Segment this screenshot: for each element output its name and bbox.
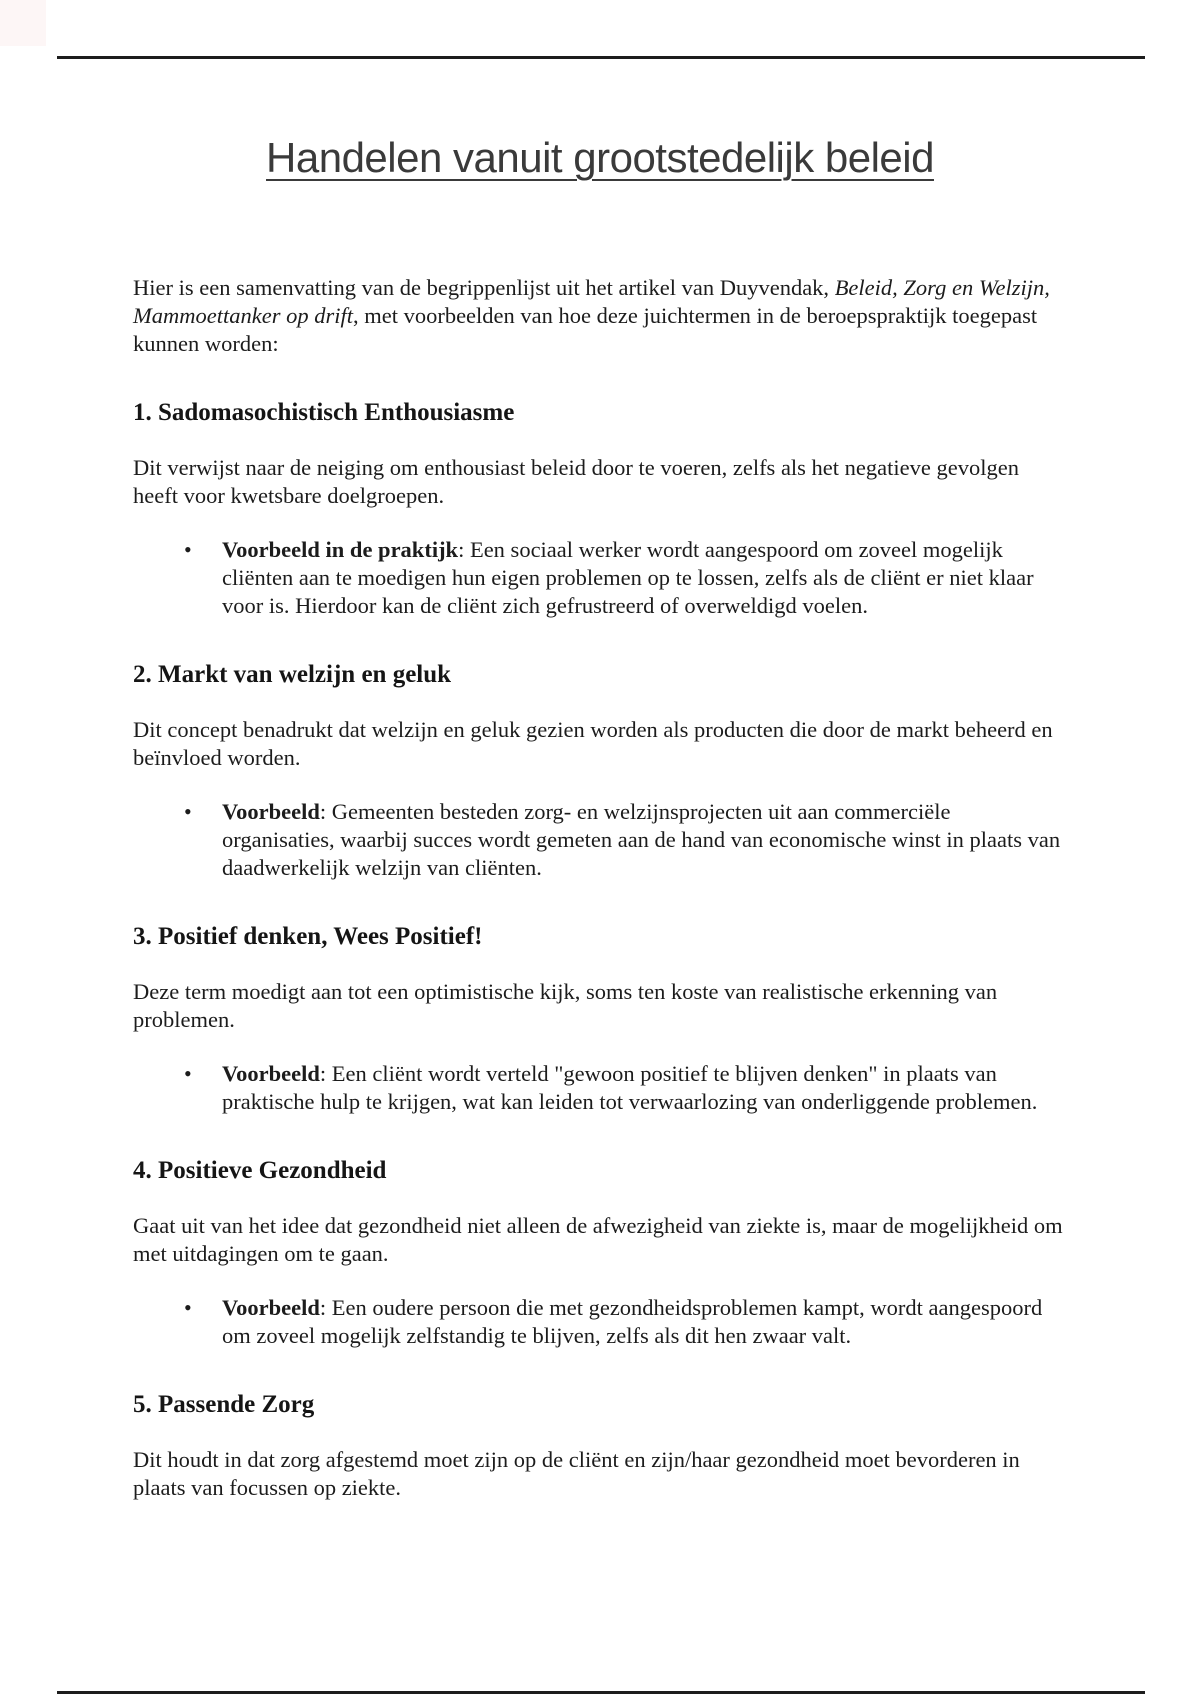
term-section — [133, 1390, 1067, 1502]
example-list — [133, 798, 1067, 882]
section-paragraph: Dit houdt in dat zorg afgestemd moet zijn op de cliënt en zijn/haar gezondheid moet bevorderen in plaats van focussen op ziekte. — [133, 1447, 1020, 1500]
example-label: Voorbeeld — [222, 1295, 320, 1320]
page-title-text: Handelen vanuit grootstedelijk beleid — [266, 134, 934, 181]
example-text: : Een sociaal werker wordt aangespoord om zoveel mogelijk cliënten aan te moedigen hun eigen problemen op te lossen, zelfs als de cliënt er niet klaar voor is. Hierdoor kan de cliënt zich gefrustreerd of overweldigd voelen. — [222, 537, 1034, 618]
example-label: Voorbeeld in de praktijk — [222, 537, 459, 562]
intro-paragraph — [133, 274, 1067, 358]
example-text: : Een cliënt wordt verteld "gewoon positief te blijven denken" in plaats van praktische hulp te krijgen, wat kan leiden tot verwaarlozing van onderliggende problemen. — [222, 1061, 1038, 1114]
bullet-icon: • — [184, 537, 192, 562]
section-heading: 5. Passende Zorg — [133, 1391, 315, 1418]
section-paragraph: Deze term moedigt aan tot een optimistische kijk, soms ten koste van realistische erkenning van problemen. — [133, 979, 998, 1032]
example-item — [184, 536, 1067, 620]
bottom-rule — [57, 1691, 1145, 1694]
bullet-icon: • — [184, 1295, 192, 1320]
bullet-icon: • — [184, 1061, 192, 1086]
example-text: : Een oudere persoon die met gezondheidsproblemen kampt, wordt aangespoord om zoveel mogelijk zelfstandig te blijven, zelfs als dit hen zwaar valt. — [222, 1295, 1043, 1348]
section-paragraph: Gaat uit van het idee dat gezondheid niet alleen de afwezigheid van ziekte is, maar de mogelijkheid om met uitdagingen om te gaan. — [133, 1213, 1063, 1266]
example-list — [133, 1294, 1067, 1350]
intro-text-italic: Beleid, Zorg en Welzijn, Mammoettanker op drift — [133, 275, 1050, 328]
example-label: Voorbeeld — [222, 1061, 320, 1086]
document-body — [133, 0, 1067, 1528]
section-paragraph: Dit verwijst naar de neiging om enthousiast beleid door te voeren, zelfs als het negatieve gevolgen heeft voor kwetsbare doelgroepen. — [133, 455, 1019, 508]
page-title — [133, 134, 1067, 182]
section-heading: 4. Positieve Gezondheid — [133, 1157, 387, 1184]
example-list — [133, 1060, 1067, 1116]
term-section — [133, 398, 1067, 620]
example-item — [184, 1294, 1067, 1350]
section-heading: 1. Sadomasochistisch Enthousiasme — [133, 399, 515, 426]
section-heading: 2. Markt van welzijn en geluk — [133, 661, 452, 688]
example-item — [184, 798, 1067, 882]
term-section — [133, 1156, 1067, 1350]
corner-mark — [0, 0, 46, 46]
section-paragraph: Dit concept benadrukt dat welzijn en geluk gezien worden als producten die door de markt beheerd en beïnvloed worden. — [133, 717, 1053, 770]
example-list — [133, 536, 1067, 620]
intro-text-before: Hier is een samenvatting van de begrippenlijst uit het artikel van Duyvendak, — [133, 275, 835, 300]
example-item — [184, 1060, 1067, 1116]
section-heading: 3. Positief denken, Wees Positief! — [133, 923, 483, 950]
intro-text-after: , met voorbeelden van hoe deze juichtermen in de beroepspraktijk toegepast kunnen worden: — [133, 303, 1038, 356]
bullet-icon: • — [184, 799, 192, 824]
example-label: Voorbeeld — [222, 799, 320, 824]
term-section — [133, 922, 1067, 1116]
example-text: : Gemeenten besteden zorg- en welzijnsprojecten uit aan commerciële organisaties, waarbij succes wordt gemeten aan de hand van economische winst in plaats van daadwerkelijk welzijn van cliënten. — [222, 799, 1061, 880]
term-section — [133, 660, 1067, 882]
sections-container — [133, 398, 1067, 1502]
